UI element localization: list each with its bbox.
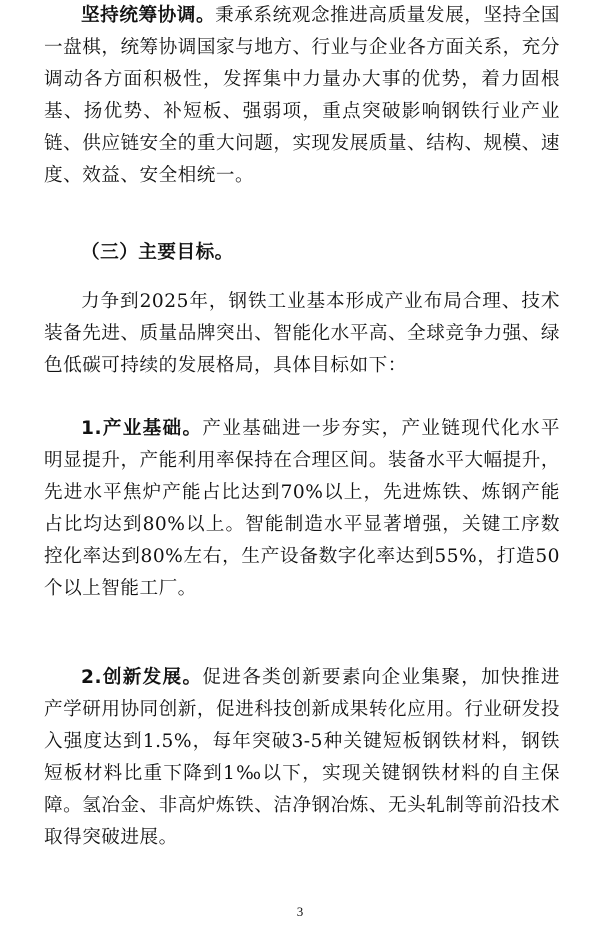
paragraph-text: 秉承系统观念推进高质量发展，坚持全国一盘棋，统筹协调国家与地方、行业与企业各方面关系，充分调动各方面积极性，发挥集中力量办大事的优势，着力固根基、扬优势、补短板、强弱项，重点突破影响钢铁行业产业链、供应链安全的重大问题，实现发展质量、结构、规模、速度、效益、安全相统一。 xyxy=(44,5,560,187)
paragraph-coordinated-planning xyxy=(44,0,560,193)
section-heading xyxy=(44,237,234,269)
paragraph-text: 产业基础进一步夯实，产业链现代化水平明显提升，产能利用率保持在合理区间。装备水平大幅提升，先进水平焦炉产能占比达到70%以上，先进炼铁、炼钢产能占比均达到80%以上。智能制造水平显著增强，关键工序数控化率达到80%左右，生产设备数字化率达到55%，打造50个以上智能工厂。 xyxy=(44,418,560,600)
paragraph-innovation-development xyxy=(44,662,560,855)
paragraph-industrial-foundation xyxy=(44,413,560,606)
paragraph-text: 促进各类创新要素向企业集聚，加快推进产学研用协同创新，促进科技创新成果转化应用。行业研发投入强度达到1.5%，每年突破3-5种关键短板钢铁材料，钢铁短板材料比重下降到1‰以下，实现关键钢铁材料的自主保障。氢冶金、非高炉炼铁、洁净钢冶炼、无头轧制等前沿技术取得突破进展。 xyxy=(44,667,560,849)
paragraph-overall-target xyxy=(44,286,560,382)
paragraph-heading: 1.产业基础。 xyxy=(81,418,203,439)
page-number: 3 xyxy=(296,904,304,919)
section-heading-text: （三）主要目标。 xyxy=(81,242,234,263)
paragraph-heading: 2.创新发展。 xyxy=(81,667,203,688)
paragraph-text: 力争到2025年，钢铁工业基本形成产业布局合理、技术装备先进、质量品牌突出、智能化水平高、全球竞争力强、绿色低碳可持续的发展格局，具体目标如下： xyxy=(44,291,560,377)
paragraph-heading: 坚持统筹协调。 xyxy=(81,5,216,26)
